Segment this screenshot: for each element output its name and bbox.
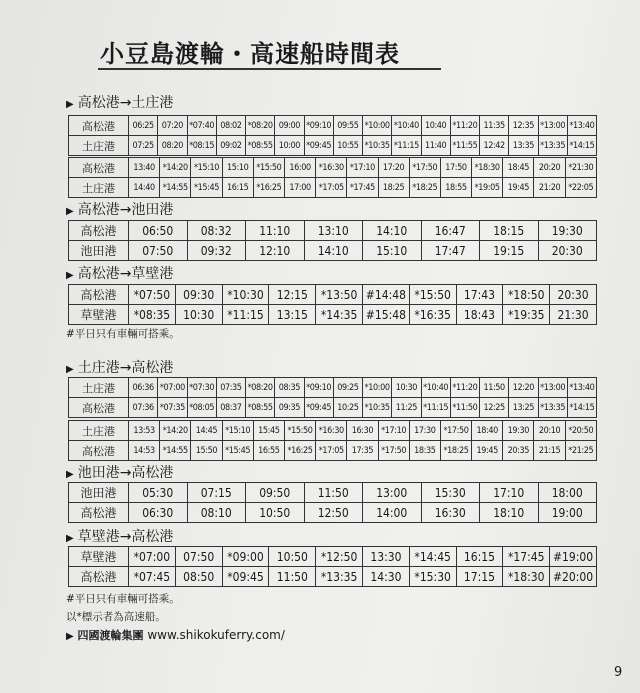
departure-time-cell: *08:15 — [187, 136, 216, 156]
departure-time-cell: *13:50 — [316, 285, 363, 305]
departure-time-cell: 11:25 — [392, 398, 421, 418]
port-label: 高松港 — [69, 158, 129, 178]
departure-time-cell: 10:25 — [333, 398, 362, 418]
table-row — [69, 305, 597, 325]
departure-time-cell: *15:50 — [284, 421, 315, 441]
table-row — [69, 178, 597, 198]
departure-time-cell: 07:50 — [175, 547, 222, 567]
departure-time-cell: 20:10 — [534, 421, 565, 441]
departure-time-cell: 13:00 — [363, 483, 422, 503]
departure-time-cell: 14:30 — [362, 567, 409, 587]
departure-time-cell: *08:55 — [246, 398, 275, 418]
departure-time-cell: *09:10 — [304, 378, 333, 398]
departure-time-cell: 07:25 — [129, 136, 158, 156]
departure-time-cell: *17:10 — [378, 421, 409, 441]
departure-time-cell: 09:32 — [187, 241, 246, 261]
departure-time-cell: 19:45 — [472, 441, 503, 461]
departure-time-cell: *21:25 — [565, 441, 596, 461]
departure-time-cell: *13:40 — [567, 116, 596, 136]
port-label: 高松港 — [69, 503, 129, 523]
departure-time-cell: 16:30 — [347, 421, 378, 441]
timetable-takamatsu-tonosho-afternoon — [68, 157, 597, 198]
triangle-bullet-icon: ▶ — [66, 533, 74, 544]
departure-time-cell: *11:20 — [450, 378, 479, 398]
departure-time-cell: 10:55 — [333, 136, 362, 156]
page-title: 小豆島渡輪・高速船時間表 — [100, 40, 400, 68]
table-row — [69, 441, 597, 461]
departure-time-cell: #14:48 — [362, 285, 409, 305]
departure-time-cell: 12:25 — [480, 398, 509, 418]
departure-time-cell: *17:50 — [378, 441, 409, 461]
departure-time-cell: 18:00 — [538, 483, 597, 503]
departure-time-cell: 19:45 — [503, 178, 534, 198]
departure-time-cell: *07:45 — [129, 567, 176, 587]
departure-time-cell: 15:30 — [421, 483, 480, 503]
departure-time-cell: 14:10 — [363, 221, 422, 241]
departure-time-cell: *16:25 — [253, 178, 284, 198]
departure-time-cell: *07:40 — [187, 116, 216, 136]
title-underline — [98, 68, 441, 70]
departure-time-cell: 10:00 — [275, 136, 304, 156]
table-row — [69, 241, 597, 261]
departure-time-cell: 21:30 — [550, 305, 597, 325]
departure-time-cell: 09:50 — [246, 483, 305, 503]
table-row — [69, 136, 597, 156]
departure-time-cell: #19:00 — [550, 547, 597, 567]
departure-time-cell: 05:30 — [129, 483, 188, 503]
departure-time-cell: 07:50 — [129, 241, 188, 261]
departure-time-cell: 08:10 — [187, 503, 246, 523]
departure-time-cell: 10:30 — [175, 305, 222, 325]
departure-time-cell: 16:00 — [284, 158, 315, 178]
table-row — [69, 567, 597, 587]
departure-time-cell: *19:35 — [503, 305, 550, 325]
departure-time-cell: *08:20 — [246, 378, 275, 398]
departure-time-cell: 17:50 — [440, 158, 471, 178]
footer — [66, 627, 285, 643]
departure-time-cell: 15:45 — [253, 421, 284, 441]
triangle-bullet-icon: ▶ — [66, 270, 74, 281]
departure-time-cell: *14:55 — [160, 441, 191, 461]
departure-time-cell: *15:30 — [409, 567, 456, 587]
departure-time-cell: *11:15 — [222, 305, 269, 325]
departure-time-cell: 11:10 — [246, 221, 305, 241]
departure-time-cell: 17:47 — [421, 241, 480, 261]
departure-time-cell: 08:20 — [158, 136, 187, 156]
section-heading-ikeda-takamatsu: ▶ 池田港→高松港 — [66, 465, 174, 481]
departure-time-cell: 13:35 — [509, 136, 538, 156]
departure-time-cell: 18:25 — [378, 178, 409, 198]
departure-time-cell: *14:45 — [409, 547, 456, 567]
table-row — [69, 158, 597, 178]
departure-time-cell: 12:10 — [246, 241, 305, 261]
departure-time-cell: *17:05 — [316, 178, 347, 198]
timetable-tonosho-takamatsu-afternoon — [68, 420, 597, 461]
departure-time-cell: 11:40 — [421, 136, 450, 156]
departure-time-cell: *13:00 — [538, 116, 567, 136]
departure-time-cell: 18:55 — [440, 178, 471, 198]
departure-time-cell: *09:00 — [222, 547, 269, 567]
departure-time-cell: 18:15 — [480, 221, 539, 241]
departure-time-cell: 11:50 — [480, 378, 509, 398]
table-row — [69, 116, 597, 136]
section-heading-takamatsu-tonosho: ▶ 高松港→土庄港 — [66, 95, 174, 111]
departure-time-cell: 15:10 — [222, 158, 253, 178]
departure-time-cell: #20:00 — [550, 567, 597, 587]
departure-time-cell: *15:45 — [191, 178, 222, 198]
departure-time-cell: 21:15 — [534, 441, 565, 461]
departure-time-cell: 18:45 — [503, 158, 534, 178]
port-label: 草壁港 — [69, 547, 129, 567]
timetable-takamatsu-ikeda — [68, 220, 597, 261]
timetable-tonosho-takamatsu-morning — [68, 377, 597, 418]
departure-time-cell: *07:00 — [129, 547, 176, 567]
port-label: 草壁港 — [69, 305, 129, 325]
departure-time-cell: *08:05 — [187, 398, 216, 418]
departure-time-cell: *11:20 — [450, 116, 479, 136]
departure-time-cell: 12:50 — [304, 503, 363, 523]
departure-time-cell: 17:43 — [456, 285, 503, 305]
departure-time-cell: *14:20 — [160, 421, 191, 441]
departure-time-cell: *08:20 — [246, 116, 275, 136]
triangle-bullet-icon: ▶ — [66, 469, 74, 480]
footer-brand: 四國渡輪集團 — [77, 629, 144, 642]
departure-time-cell: *13:00 — [538, 378, 567, 398]
port-label: 池田港 — [69, 241, 129, 261]
departure-time-cell: *10:00 — [363, 116, 392, 136]
departure-time-cell: 14:00 — [363, 503, 422, 523]
departure-time-cell: 13:53 — [129, 421, 160, 441]
departure-time-cell: *18:50 — [503, 285, 550, 305]
departure-time-cell: 20:35 — [503, 441, 534, 461]
departure-time-cell: 12:42 — [480, 136, 509, 156]
departure-time-cell: 19:30 — [538, 221, 597, 241]
departure-time-cell: 18:35 — [409, 441, 440, 461]
table-row — [69, 285, 597, 305]
departure-time-cell: 14:40 — [129, 178, 160, 198]
departure-time-cell: *16:30 — [316, 421, 347, 441]
departure-time-cell: 15:50 — [191, 441, 222, 461]
departure-time-cell: 12:15 — [269, 285, 316, 305]
departure-time-cell: 09:30 — [175, 285, 222, 305]
port-label: 土庄港 — [69, 378, 129, 398]
departure-time-cell: *16:25 — [284, 441, 315, 461]
page-number: 9 — [614, 665, 623, 680]
port-label: 高松港 — [69, 567, 129, 587]
departure-time-cell: *13:35 — [538, 398, 567, 418]
departure-time-cell: 07:20 — [158, 116, 187, 136]
departure-time-cell: *09:45 — [304, 398, 333, 418]
departure-time-cell: 13:40 — [129, 158, 160, 178]
departure-time-cell: 07:36 — [129, 398, 158, 418]
departure-time-cell: 18:43 — [456, 305, 503, 325]
departure-time-cell: 10:50 — [246, 503, 305, 523]
note-car-only: #平日只有車輛可搭乘。 — [66, 593, 180, 605]
departure-time-cell: 14:53 — [129, 441, 160, 461]
departure-time-cell: *19:05 — [472, 178, 503, 198]
table-row — [69, 378, 597, 398]
note-high-speed: 以*標示者為高速船。 — [66, 611, 166, 623]
departure-time-cell: 19:15 — [480, 241, 539, 261]
triangle-bullet-icon: ▶ — [66, 206, 74, 217]
timetable-takamatsu-kusakabe — [68, 284, 597, 325]
departure-time-cell: 10:40 — [421, 116, 450, 136]
departure-time-cell: *13:35 — [538, 136, 567, 156]
departure-time-cell: *10:35 — [363, 398, 392, 418]
departure-time-cell: *11:55 — [450, 136, 479, 156]
departure-time-cell: *15:50 — [253, 158, 284, 178]
departure-time-cell: 16:47 — [421, 221, 480, 241]
departure-time-cell: 11:50 — [304, 483, 363, 503]
departure-time-cell: 19:00 — [538, 503, 597, 523]
departure-time-cell: 13:10 — [304, 221, 363, 241]
departure-time-cell: *07:50 — [129, 285, 176, 305]
timetable-kusakabe-takamatsu — [68, 546, 597, 587]
departure-time-cell: 11:50 — [269, 567, 316, 587]
departure-time-cell: 15:10 — [363, 241, 422, 261]
section-note: #平日只有車輛可搭乘。 — [66, 328, 180, 340]
section-heading-kusakabe-takamatsu: ▶ 草壁港→高松港 — [66, 529, 174, 545]
triangle-bullet-icon: ▶ — [66, 99, 74, 110]
departure-time-cell: *12:50 — [316, 547, 363, 567]
departure-time-cell: *13:35 — [316, 567, 363, 587]
departure-time-cell: 17:35 — [347, 441, 378, 461]
departure-time-cell: *20:50 — [565, 421, 596, 441]
departure-time-cell: *17:45 — [503, 547, 550, 567]
departure-time-cell: *08:35 — [129, 305, 176, 325]
departure-time-cell: #15:48 — [362, 305, 409, 325]
departure-time-cell: *10:30 — [222, 285, 269, 305]
departure-time-cell: *18:30 — [472, 158, 503, 178]
table-row — [69, 503, 597, 523]
table-row — [69, 547, 597, 567]
departure-time-cell: *14:15 — [567, 136, 596, 156]
port-label: 土庄港 — [69, 136, 129, 156]
departure-time-cell: *16:35 — [409, 305, 456, 325]
departure-time-cell: *22:05 — [565, 178, 596, 198]
departure-time-cell: *09:45 — [304, 136, 333, 156]
departure-time-cell: *18:25 — [440, 441, 471, 461]
departure-time-cell: 09:55 — [333, 116, 362, 136]
departure-time-cell: *14:15 — [567, 398, 596, 418]
departure-time-cell: *17:10 — [347, 158, 378, 178]
departure-time-cell: *09:10 — [304, 116, 333, 136]
departure-time-cell: *18:30 — [503, 567, 550, 587]
departure-time-cell: 18:10 — [480, 503, 539, 523]
departure-time-cell: 08:35 — [275, 378, 304, 398]
departure-time-cell: 20:30 — [538, 241, 597, 261]
departure-time-cell: *15:45 — [222, 441, 253, 461]
departure-time-cell: 08:50 — [175, 567, 222, 587]
departure-time-cell: *17:50 — [440, 421, 471, 441]
port-label: 高松港 — [69, 285, 129, 305]
departure-time-cell: 08:32 — [187, 221, 246, 241]
departure-time-cell: 06:36 — [129, 378, 158, 398]
departure-time-cell: 11:35 — [480, 116, 509, 136]
triangle-bullet-icon: ▶ — [66, 631, 74, 642]
departure-time-cell: *17:50 — [409, 158, 440, 178]
port-label: 高松港 — [69, 116, 129, 136]
departure-time-cell: 06:50 — [129, 221, 188, 241]
departure-time-cell: 16:15 — [222, 178, 253, 198]
timetable-takamatsu-tonosho-morning — [68, 115, 597, 156]
departure-time-cell: *07:00 — [158, 378, 187, 398]
departure-time-cell: *15:10 — [222, 421, 253, 441]
port-label: 土庄港 — [69, 178, 129, 198]
departure-time-cell: *09:45 — [222, 567, 269, 587]
departure-time-cell: 17:15 — [456, 567, 503, 587]
section-heading-takamatsu-kusakabe: ▶ 高松港→草壁港 — [66, 266, 174, 282]
departure-time-cell: *10:40 — [392, 116, 421, 136]
departure-time-cell: *18:25 — [409, 178, 440, 198]
departure-time-cell: *15:10 — [191, 158, 222, 178]
section-heading-takamatsu-ikeda: ▶ 高松港→池田港 — [66, 202, 174, 218]
departure-time-cell: *10:00 — [363, 378, 392, 398]
departure-time-cell: 09:00 — [275, 116, 304, 136]
port-label: 高松港 — [69, 398, 129, 418]
departure-time-cell: 21:20 — [534, 178, 565, 198]
departure-time-cell: *11:15 — [392, 136, 421, 156]
departure-time-cell: 17:30 — [409, 421, 440, 441]
departure-time-cell: 10:50 — [269, 547, 316, 567]
departure-time-cell: 09:25 — [333, 378, 362, 398]
departure-time-cell: *17:45 — [347, 178, 378, 198]
departure-time-cell: *14:55 — [160, 178, 191, 198]
table-row — [69, 483, 597, 503]
departure-time-cell: *08:55 — [246, 136, 275, 156]
departure-time-cell: 18:40 — [472, 421, 503, 441]
departure-time-cell: 08:37 — [216, 398, 245, 418]
departure-time-cell: 13:30 — [362, 547, 409, 567]
departure-time-cell: 14:45 — [191, 421, 222, 441]
table-row — [69, 421, 597, 441]
departure-time-cell: 09:02 — [216, 136, 245, 156]
departure-time-cell: 07:35 — [216, 378, 245, 398]
footer-url[interactable]: www.shikokuferry.com/ — [147, 628, 285, 642]
departure-time-cell: *07:35 — [158, 398, 187, 418]
timetable-ikeda-takamatsu — [68, 482, 597, 523]
departure-time-cell: *17:05 — [316, 441, 347, 461]
departure-time-cell: 14:10 — [304, 241, 363, 261]
departure-time-cell: 17:00 — [284, 178, 315, 198]
departure-time-cell: 06:30 — [129, 503, 188, 523]
departure-time-cell: 13:15 — [269, 305, 316, 325]
port-label: 土庄港 — [69, 421, 129, 441]
departure-time-cell: *14:35 — [316, 305, 363, 325]
departure-time-cell: 16:15 — [456, 547, 503, 567]
departure-time-cell: *14:20 — [160, 158, 191, 178]
port-label: 高松港 — [69, 221, 129, 241]
departure-time-cell: 20:20 — [534, 158, 565, 178]
table-row — [69, 398, 597, 418]
departure-time-cell: *11:50 — [450, 398, 479, 418]
triangle-bullet-icon: ▶ — [66, 364, 74, 375]
departure-time-cell: 20:30 — [550, 285, 597, 305]
departure-time-cell: 12:20 — [509, 378, 538, 398]
section-heading-tonosho-takamatsu: ▶ 土庄港→高松港 — [66, 360, 174, 376]
departure-time-cell: *11:15 — [421, 398, 450, 418]
departure-time-cell: *10:40 — [421, 378, 450, 398]
departure-time-cell: 09:35 — [275, 398, 304, 418]
departure-time-cell: *16:30 — [316, 158, 347, 178]
departure-time-cell: *10:35 — [363, 136, 392, 156]
departure-time-cell: 19:30 — [503, 421, 534, 441]
departure-time-cell: 06:25 — [129, 116, 158, 136]
departure-time-cell: 12:35 — [509, 116, 538, 136]
departure-time-cell: 08:02 — [216, 116, 245, 136]
departure-time-cell: 07:15 — [187, 483, 246, 503]
departure-time-cell: 13:25 — [509, 398, 538, 418]
port-label: 高松港 — [69, 441, 129, 461]
table-row — [69, 221, 597, 241]
port-label: 池田港 — [69, 483, 129, 503]
departure-time-cell: *07:30 — [187, 378, 216, 398]
departure-time-cell: 10:30 — [392, 378, 421, 398]
departure-time-cell: *15:50 — [409, 285, 456, 305]
departure-time-cell: 17:20 — [378, 158, 409, 178]
departure-time-cell: 16:30 — [421, 503, 480, 523]
departure-time-cell: 17:10 — [480, 483, 539, 503]
departure-time-cell: 16:55 — [253, 441, 284, 461]
departure-time-cell: *13:40 — [567, 378, 596, 398]
departure-time-cell: *21:30 — [565, 158, 596, 178]
